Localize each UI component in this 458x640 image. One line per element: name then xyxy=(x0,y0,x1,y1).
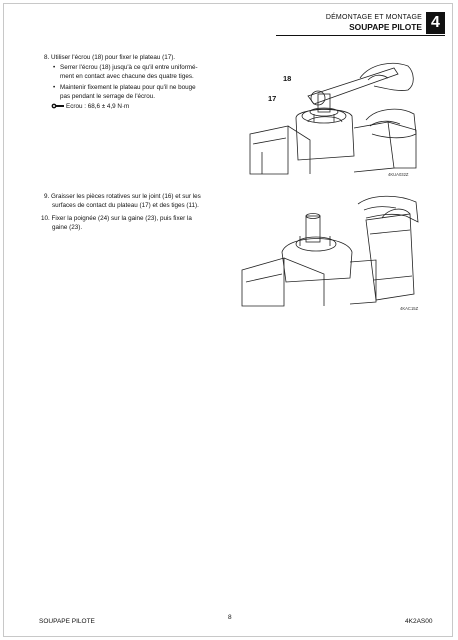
step-10-line-2: gaine (23). xyxy=(52,224,83,231)
step-9-line-1: 9. Graisser les pièces rotatives sur le joint (16) et sur les xyxy=(44,193,201,200)
torque-spec-text: Ecrou : 68,6 ± 4,9 N·m xyxy=(66,103,130,110)
figure-1-code: 4KUA032Z xyxy=(388,172,409,177)
bullet: • xyxy=(53,64,56,71)
step-8-bullet-2-line-2: pas pendant le serrage de l'écrou. xyxy=(60,93,156,100)
chapter-badge: 4 xyxy=(426,12,445,34)
section-label: DÉMONTAGE ET MONTAGE xyxy=(325,14,422,21)
step-9-line-2: surfaces de contact du plateau (17) et des tiges (11). xyxy=(52,202,199,209)
bullet: • xyxy=(53,84,56,91)
torque-wrench-icon xyxy=(51,103,64,109)
step-8-bullet-1-line-1: Serrer l'écrou (18) jusqu'à ce qu'il entre uniformé- xyxy=(60,64,198,71)
header-rule xyxy=(276,35,445,36)
document-code: 4K2AS00 xyxy=(405,618,433,625)
figure-2 xyxy=(238,190,422,308)
page-header xyxy=(326,13,422,32)
torque-spec xyxy=(51,103,129,112)
callout-18: 18 xyxy=(283,74,292,83)
figure-2-code: 4KAC15Z xyxy=(400,306,419,311)
figure-1 xyxy=(248,56,418,178)
figure-2-illustration xyxy=(238,190,422,308)
page-number: 8 xyxy=(228,614,232,621)
step-8-text: 8. Utiliser l'écrou (18) pour fixer le plateau (17). xyxy=(44,54,176,61)
step-10-line-1: 10. Fixer la poignée (24) sur la gaine (23), puis fixer la xyxy=(41,215,192,222)
page-title: SOUPAPE PILOTE xyxy=(349,22,422,32)
footer-title: SOUPAPE PILOTE xyxy=(39,618,95,625)
step-8-bullet-1-line-2: ment en contact avec chacune des quatre tiges. xyxy=(60,73,194,80)
figure-1-illustration xyxy=(248,56,418,178)
manual-page xyxy=(3,3,453,637)
step-8-bullet-2-line-1: Maintenir fixement le plateau pour qu'il ne bouge xyxy=(60,84,196,91)
callout-17: 17 xyxy=(268,94,277,103)
